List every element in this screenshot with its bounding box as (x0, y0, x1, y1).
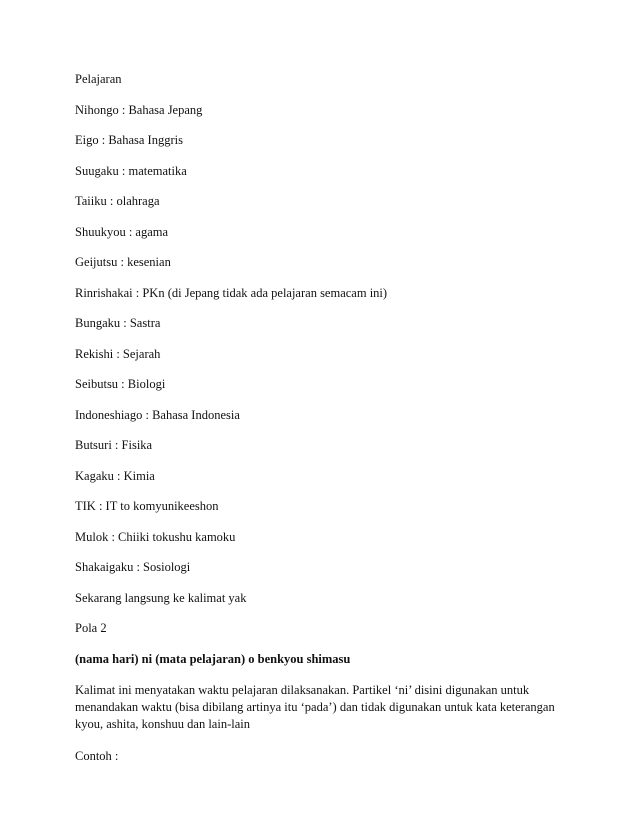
text-line: TIK : IT to komyunikeeshon (75, 499, 219, 513)
text-line: Taiiku : olahraga (75, 194, 160, 208)
text-line: Shakaigaku : Sosiologi (75, 560, 191, 574)
text-line: Suugaku : matematika (75, 163, 187, 178)
text-line: Sekarang langsung ke kalimat yak (75, 590, 247, 605)
text-line: Geijutsu : kesenian (75, 255, 171, 269)
text-line: Pelajaran (75, 72, 122, 86)
text-line: Bungaku : Sastra (75, 316, 161, 330)
explanation-paragraph: Kalimat ini menyatakan waktu pelajaran dilaksanakan. Partikel ‘ni’ disini digunakan untuk menandakan waktu (bisa dibilang artinya itu ‘pada’) dan tidak digunakan untuk kata keterangan kyou, ashita, konshuu dan lain-lain (75, 683, 555, 731)
pattern-heading: (nama hari) ni (mata pelajaran) o benkyou shimasu (75, 651, 351, 666)
text-line: Nihongo : Bahasa Jepang (75, 102, 203, 117)
text-line: Indoneshiago : Bahasa Indonesia (75, 407, 240, 422)
text-line: Kagaku : Kimia (75, 468, 155, 483)
text-line: Seibutsu : Biologi (75, 377, 166, 391)
text-line: Pola 2 (75, 621, 107, 635)
example-label: Contoh : (75, 748, 119, 763)
text-line: Rekishi : Sejarah (75, 346, 161, 361)
text-line: Mulok : Chiiki tokushu kamoku (75, 529, 236, 544)
text-line: Butsuri : Fisika (75, 438, 153, 452)
text-line: Eigo : Bahasa Inggris (75, 133, 183, 147)
text-line: Shuukyou : agama (75, 224, 169, 239)
document-body (75, 72, 565, 779)
text-line: Rinrishakai : PKn (di Jepang tidak ada pelajaran semacam ini) (75, 285, 388, 300)
